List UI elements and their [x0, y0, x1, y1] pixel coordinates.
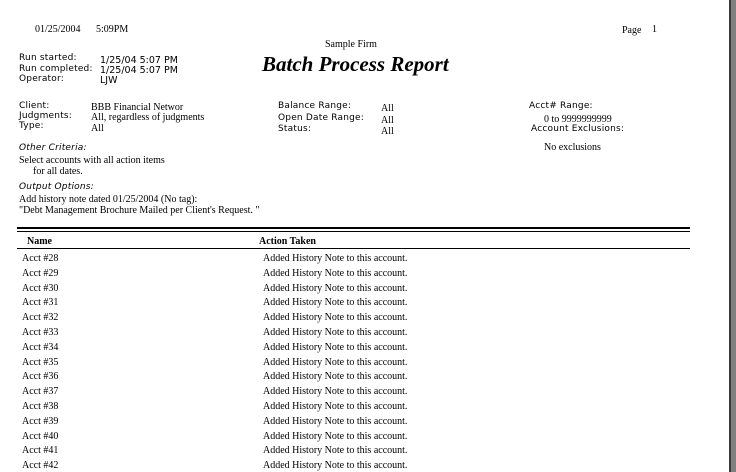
output-options-label: Output Options: — [19, 182, 94, 192]
table-row — [0, 253, 729, 268]
action-taken: Added History Note to this account. — [263, 356, 408, 368]
action-taken: Added History Note to this account. — [263, 282, 408, 294]
output-options-line2: "Debt Management Brochure Mailed per Client's Request. " — [19, 205, 260, 216]
table-row — [0, 460, 729, 472]
action-taken: Added History Note to this account. — [263, 327, 408, 338]
action-taken: Added History Note to this account. — [263, 415, 408, 427]
table-row — [0, 357, 729, 372]
column-header-rule — [17, 248, 690, 249]
status-value: All — [381, 126, 394, 137]
table-row — [0, 283, 729, 298]
acct-range-label: Acct# Range: — [529, 101, 593, 111]
action-taken: Added History Note to this account. — [263, 430, 408, 442]
account-exclusions-label: Account Exclusions: — [531, 124, 625, 134]
action-taken: Added History Note to this account. — [263, 267, 408, 279]
other-criteria-label: Other Criteria: — [19, 143, 87, 153]
judgments-label: Judgments: — [19, 111, 73, 121]
account-name: Acct #36 — [22, 371, 59, 383]
account-name: Acct #35 — [22, 356, 59, 368]
run-started-value: 1/25/04 5:07 PM — [100, 55, 178, 66]
account-name: Acct #29 — [22, 267, 59, 279]
status-label: Status: — [278, 124, 312, 134]
table-row — [0, 431, 729, 446]
action-taken: Added History Note to this account. — [263, 312, 408, 324]
table-row — [0, 445, 729, 460]
account-name: Acct #41 — [22, 445, 59, 457]
account-name: Acct #28 — [22, 253, 59, 264]
account-name: Acct #34 — [22, 341, 59, 353]
report-date: 01/25/2004 — [35, 24, 81, 35]
page-number: 1 — [652, 24, 657, 35]
open-date-range-value: All — [381, 115, 394, 126]
action-taken: Added History Note to this account. — [263, 445, 408, 457]
table-row — [0, 342, 729, 357]
account-name: Acct #31 — [22, 297, 59, 309]
page-label: Page — [622, 25, 642, 36]
client-value: BBB Financial Networ — [91, 102, 184, 113]
account-name: Acct #42 — [22, 460, 59, 472]
table-row — [0, 416, 729, 431]
table-row — [0, 268, 729, 283]
account-name: Acct #32 — [22, 312, 59, 324]
operator-value: LJW — [100, 75, 118, 86]
action-taken: Added History Note to this account. — [263, 460, 408, 472]
report-time: 5:09PM — [96, 24, 129, 35]
type-label: Type: — [19, 121, 44, 131]
account-name: Acct #33 — [22, 327, 59, 338]
table-row — [0, 371, 729, 386]
open-date-range-label: Open Date Range: — [278, 113, 365, 123]
type-value: All — [91, 123, 104, 134]
table-row — [0, 327, 729, 342]
action-taken: Added History Note to this account. — [263, 401, 408, 412]
account-name: Acct #38 — [22, 401, 59, 412]
account-name: Acct #40 — [22, 430, 59, 442]
viewer-background — [731, 0, 736, 472]
account-name: Acct #37 — [22, 386, 59, 398]
column-header-action: Action Taken — [259, 236, 316, 247]
client-label: Client: — [19, 101, 50, 111]
table-row — [0, 297, 729, 312]
action-taken: Added History Note to this account. — [263, 253, 408, 264]
run-completed-label: Run completed: — [19, 64, 93, 74]
account-name: Acct #30 — [22, 282, 59, 294]
account-name: Acct #39 — [22, 415, 59, 427]
table-row — [0, 401, 729, 416]
action-taken: Added History Note to this account. — [263, 341, 408, 353]
balance-range-label: Balance Range: — [278, 101, 352, 111]
table-row — [0, 312, 729, 327]
acct-range-value: 0 to 9999999999 — [544, 114, 612, 125]
run-completed-value: 1/25/04 5:07 PM — [100, 65, 178, 76]
other-criteria-line1: Select accounts with all action items — [19, 155, 165, 166]
output-options-line1: Add history note dated 01/25/2004 (No tag): — [19, 194, 198, 205]
balance-range-value: All — [381, 103, 394, 114]
report-title: Batch Process Report — [262, 52, 449, 76]
account-exclusions-value: No exclusions — [544, 142, 601, 153]
other-criteria-line2: for all dates. — [33, 166, 83, 177]
action-taken: Added History Note to this account. — [263, 371, 408, 383]
table-row — [0, 386, 729, 401]
action-taken: Added History Note to this account. — [263, 297, 408, 309]
run-started-label: Run started: — [19, 53, 77, 63]
column-header-name: Name — [27, 236, 52, 247]
firm-name: Sample Firm — [325, 39, 377, 50]
judgments-value: All, regardless of judgments — [91, 112, 205, 123]
header-rule-thick — [17, 227, 690, 229]
header-rule-thin — [17, 231, 690, 232]
action-taken: Added History Note to this account. — [263, 386, 408, 398]
operator-label: Operator: — [19, 74, 64, 84]
